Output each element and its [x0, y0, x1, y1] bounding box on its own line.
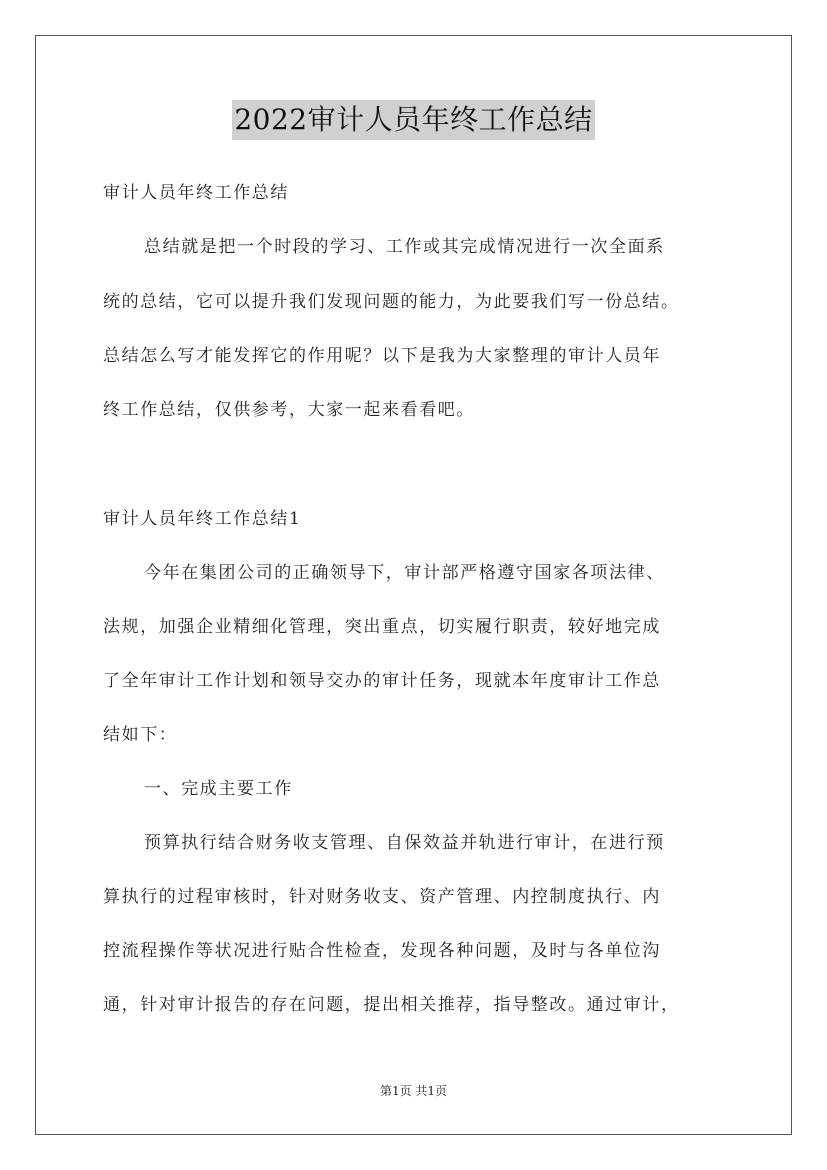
- paragraph-line: 统的总结，它可以提升我们发现问题的能力，为此要我们写一份总结。: [103, 292, 680, 312]
- document-title: 2022审计人员年终工作总结: [232, 100, 594, 140]
- paragraph-line: 终工作总结，仅供参考，大家一起来看看吧。: [103, 400, 475, 420]
- paragraph-line: 了全年审计工作计划和领导交办的审计任务，现就本年度审计工作总: [103, 671, 661, 691]
- paragraph-line: 算执行的过程审核时，针对财务收支、资产管理、内控制度执行、内: [103, 887, 661, 907]
- paragraph-line: 今年在集团公司的正确领导下，审计部严格遵守国家各项法律、: [144, 563, 665, 583]
- section-heading-intro: 审计人员年终工作总结: [103, 183, 289, 203]
- paragraph-line: 控流程操作等状况进行贴合性检查，发现各种问题，及时与各单位沟: [103, 941, 661, 961]
- title-container: [0, 100, 827, 140]
- paragraph-line: 法规，加强企业精细化管理，突出重点，切实履行职责，较好地完成: [103, 617, 661, 637]
- paragraph-line: 结如下：: [103, 725, 178, 745]
- paragraph-line: 通，针对审计报告的存在问题，提出相关推荐，指导整改。通过审计，: [103, 995, 680, 1015]
- section-heading-1: 审计人员年终工作总结1: [103, 509, 302, 529]
- page-footer: 第1页 共1页: [379, 1084, 448, 1098]
- subsection-heading: 一、完成主要工作: [144, 779, 293, 799]
- paragraph-line: 总结怎么写才能发挥它的作用呢？以下是我为大家整理的审计人员年: [103, 346, 661, 366]
- paragraph-line: 预算执行结合财务收支管理、自保效益并轨进行审计，在进行预: [144, 833, 665, 853]
- paragraph-line: 总结就是把一个时段的学习、工作或其完成情况进行一次全面系: [144, 237, 665, 257]
